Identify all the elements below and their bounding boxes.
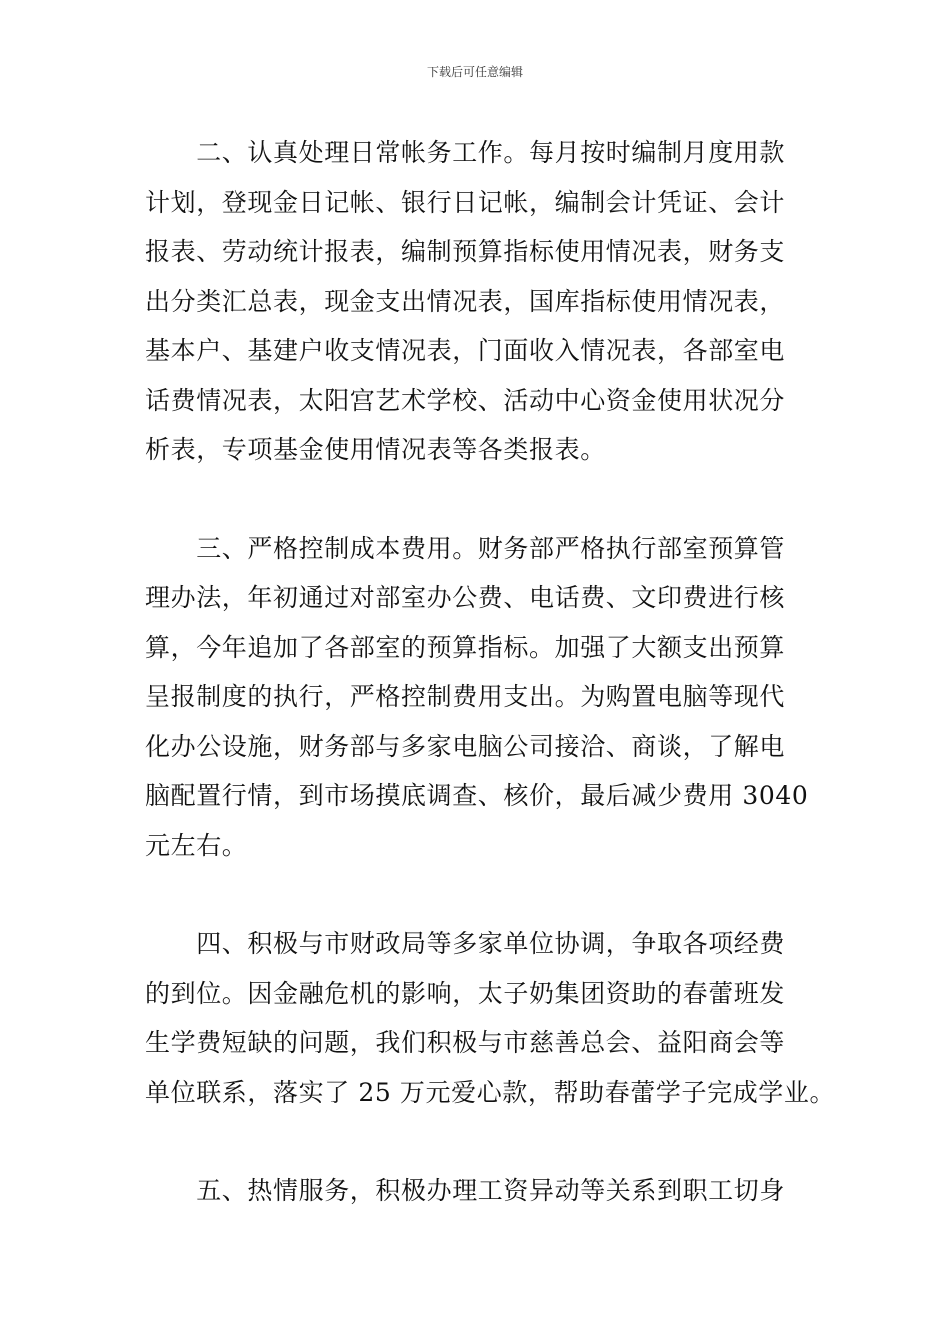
- text-line: 报表、劳动统计报表，编制预算指标使用情况表，财务支: [145, 237, 786, 266]
- text-line: 算，今年追加了各部室的预算指标。加强了大额支出预算: [145, 632, 786, 662]
- text-line: 生学费短缺的问题，我们积极与市慈善总会、益阳商会等: [145, 1028, 786, 1057]
- text-line: 三、严格控制成本费用。财务部严格执行部室预算管: [145, 533, 786, 563]
- text-line: 呈报制度的执行，严格控制费用支出。为购置电脑等现代: [145, 682, 786, 711]
- text-line: 基本户、基建户收支情况表，门面收入情况表，各部室电: [145, 336, 786, 365]
- text-line: 计划，登现金日记帐、银行日记帐，编制会计凭证、会计: [145, 187, 786, 217]
- text-line: 理办法，年初通过对部室办公费、电话费、文印费进行核: [145, 583, 786, 612]
- text-line: 元左右。: [145, 830, 248, 860]
- text-line: 化办公设施，财务部与多家电脑公司接洽、商谈，了解电: [145, 731, 786, 761]
- page-header: 下载后可任意编辑: [426, 65, 523, 79]
- paragraph-2: [145, 128, 815, 475]
- paragraph-5: [145, 1166, 815, 1216]
- text-line: 的到位。因金融危机的影响，太子奶集团资助的春蕾班发: [145, 978, 786, 1008]
- text-line: 脑配置行情，到市场摸底调查、核价，最后减少费用 3040: [145, 781, 809, 810]
- text-line: 五、热情服务，积极办理工资异动等关系到职工切身: [145, 1176, 786, 1205]
- text-line: 二、认真处理日常帐务工作。每月按时编制月度用款: [145, 138, 786, 167]
- text-line: 单位联系，落实了 25 万元爱心款，帮助春蕾学子完成学业。: [145, 1077, 836, 1107]
- paragraph-3: [145, 524, 815, 871]
- text-line: 析表，专项基金使用情况表等各类报表。: [145, 435, 606, 464]
- document-body: [145, 128, 836, 1216]
- paragraph-4: [145, 919, 836, 1117]
- text-line: 四、积极与市财政局等多家单位协调，争取各项经费: [145, 929, 786, 958]
- text-line: 话费情况表，太阳宫艺术学校、活动中心资金使用状况分: [145, 385, 786, 415]
- text-line: 出分类汇总表，现金支出情况表，国库指标使用情况表，: [145, 286, 786, 316]
